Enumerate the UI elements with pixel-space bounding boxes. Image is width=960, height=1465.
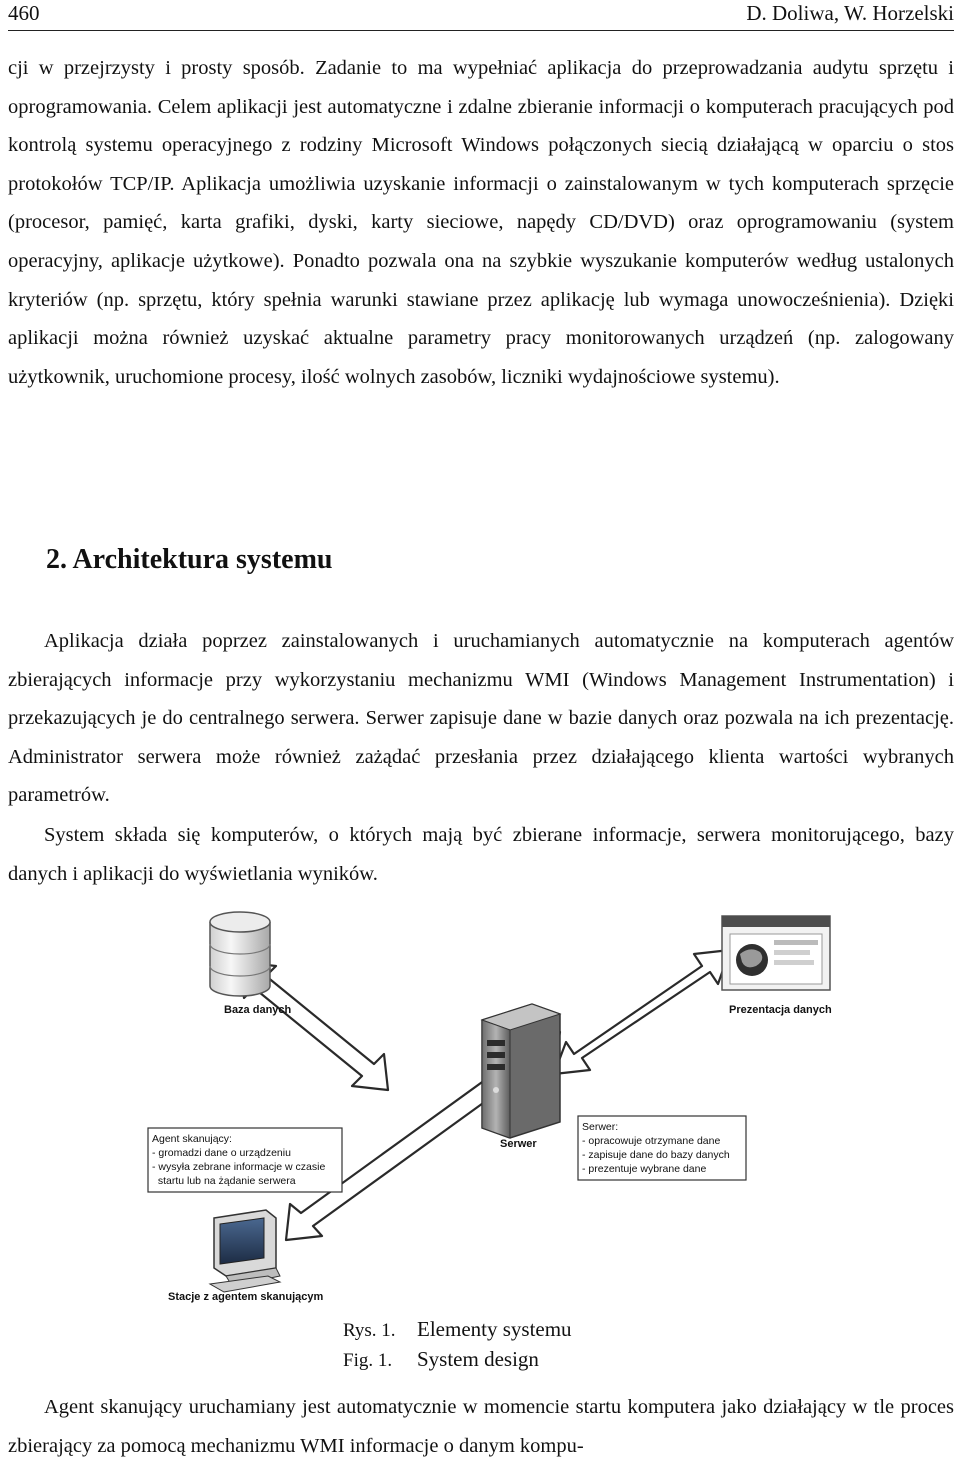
paragraph-architecture-2: System składa się komputerów, o których mają być zbierane informacje, serwera monitorującego, bazy danych i aplikacji do wyświetlania wyników. — [8, 824, 954, 885]
presentation-window-icon — [722, 916, 830, 990]
agent-box-title: Agent skanujący: — [152, 1133, 232, 1145]
caption-label-en: Fig. 1. — [343, 1350, 393, 1371]
agent-info-box — [148, 1128, 342, 1192]
label-presentation: Prezentacja danych — [729, 1004, 832, 1016]
agent-box-line: - wysyła zebrane informacje w czasie — [152, 1161, 326, 1173]
server-tower-icon — [482, 1004, 560, 1138]
running-header-authors: D. Doliwa, W. Horzelski — [746, 1, 954, 25]
running-header — [8, 0, 954, 28]
server-box-line: - zapisuje dane do bazy danych — [582, 1149, 730, 1161]
caption-text-en: System design — [417, 1347, 539, 1371]
label-database: Baza danych — [224, 1004, 292, 1016]
paragraph-architecture-1: Aplikacja działa poprzez zainstalowanych i uruchamianych automatycznie na komputerach agentów zbierających informacje przy wykorzystaniu mechanizmu WMI (Windows Management Instrumentation) i przekazujących je do centralnego serwera. Serwer zapisuje dane w bazie danych oraz pozwala na ich prezentację. Administrator serwera może również zażądać przesłania przez działającego klienta wartości wybranych parametrów. — [8, 630, 954, 807]
label-station: Stacje z agentem skanującym — [168, 1291, 324, 1303]
server-box-line: - prezentuje wybrane dane — [582, 1163, 707, 1175]
database-icon — [210, 912, 270, 996]
server-info-box — [578, 1116, 746, 1180]
server-box-title: Serwer: — [582, 1121, 619, 1133]
caption-text-pl: Elementy systemu — [417, 1317, 572, 1341]
page — [8, 0, 954, 1464]
system-diagram — [140, 900, 840, 1308]
server-box-line: - opracowuje otrzymane dane — [582, 1135, 721, 1147]
figure-caption-en — [343, 1344, 539, 1376]
header-rule — [8, 30, 954, 31]
label-server: Serwer — [500, 1138, 537, 1150]
section-heading: 2. Architektura systemu — [46, 544, 333, 575]
page-number: 460 — [8, 1, 40, 25]
paragraph-intro: cji w przejrzysty i prosty sposób. Zadanie to ma wypełniać aplikacja do przeprowadzania audytu sprzętu i oprogramowania. Celem aplikacji jest automatyczne i zdalne zbieranie informacji o komputerach pracujących pod kontrolą systemu operacyjnego z rodziny Microsoft Windows połączonych siecią działającą w oparciu o stos protokołów TCP/IP. Aplikacja umożliwia uzyskanie informacji o zainstalowanym w tych komputerach sprzęcie (procesor, pamięć, karta grafiki, dyski, karty sieciowe, napędy CD/DVD) oraz oprogramowaniu (system operacyjny, aplikacje użytkowe). Ponadto pozwala ona na szybkie wyszukanie komputerów według ustalonych kryteriów (np. sprzętu, który spełnia warunki stawiane przez aplikację lub wymaga unowocześnienia). Dzięki aplikacji można również uzyskać aktualne parametry pracy monitorowanych urządzeń (np. zalogowany użytkownik, uruchomione procesy, ilość wolnych zasobów, liczniki wydajnościowe systemu). — [8, 57, 954, 388]
paragraph-agent: Agent skanujący uruchamiany jest automatycznie w momencie startu komputera jako działający w tle proces zbierający za pomocą mechanizmu WMI informacje o danym kompu- — [8, 1396, 954, 1457]
agent-box-line: - gromadzi dane o urządzeniu — [152, 1147, 291, 1159]
figure-caption-pl — [343, 1314, 572, 1346]
workstation-icon — [210, 1210, 280, 1292]
arrow-presentation-server — [554, 950, 730, 1074]
caption-label-pl: Rys. 1. — [343, 1320, 396, 1341]
figure-system-design — [140, 900, 840, 1308]
agent-box-line: startu lub na żądanie serwera — [152, 1175, 296, 1187]
